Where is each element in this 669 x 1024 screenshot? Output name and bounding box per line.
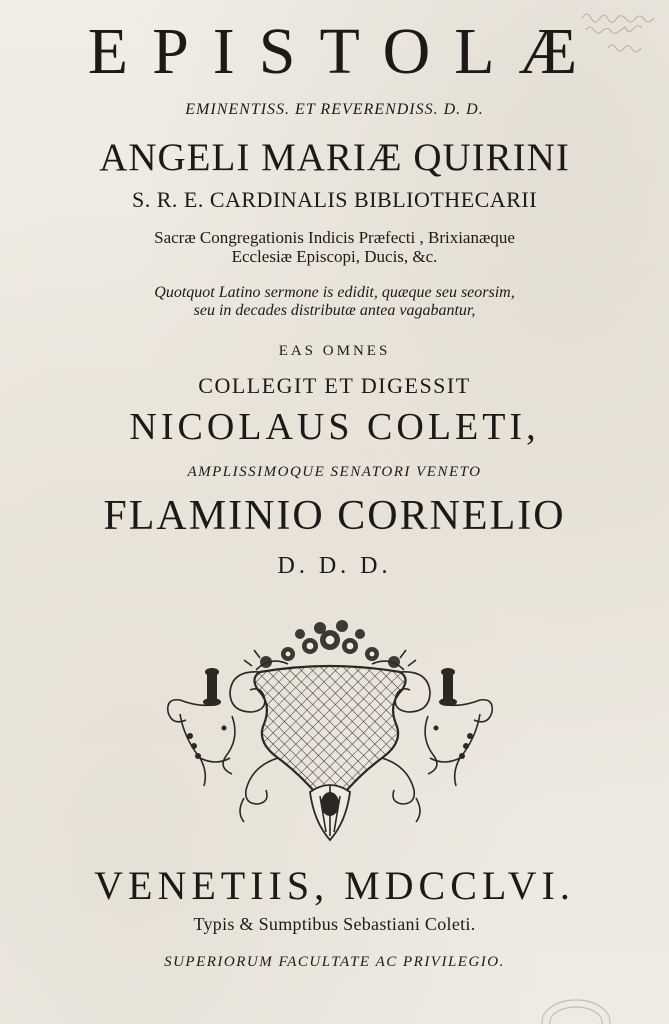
imprint-place-date: VENETIIS, MDCCLVI.: [94, 863, 575, 908]
main-title: EPISTOLÆ: [87, 15, 602, 88]
library-stamp-icon: [536, 988, 616, 1024]
offices-line-2: Ecclesiæ Episcopi, Ducis, &c.: [231, 247, 438, 266]
offices-line-1: Sacræ Congregationis Indicis Præfecti , Brixianæque: [154, 228, 515, 247]
collegit-line: COLLEGIT ET DIGESSIT: [198, 373, 471, 398]
privilege-line: SUPERIORUM FACULTATE AC PRIVILEGIO.: [164, 954, 505, 970]
floral-cartouche-icon: [160, 608, 500, 848]
description-line-1: Quotquot Latino sermone is edidit, quæque seu seorsim,: [154, 284, 515, 301]
cardinal-title: S. R. E. CARDINALIS BIBLIOTHECARII: [131, 187, 538, 212]
eas-omnes-line: EAS OMNES: [278, 343, 391, 359]
dedication-line: AMPLISSIMOQUE SENATORI VENETO: [187, 464, 482, 480]
printer-line: Typis & Sumptibus Sebastiani Coleti.: [193, 914, 476, 934]
editor-name: NICOLAUS COLETI,: [129, 406, 540, 448]
ddd-line: D. D. D.: [277, 553, 392, 579]
author-name: ANGELI MARIÆ QUIRINI: [99, 136, 570, 179]
dedicatee-name: FLAMINIO CORNELIO: [103, 493, 566, 539]
honorific-line: EMINENTISS. ET REVERENDISS. D. D.: [185, 101, 484, 118]
description-line-2: seu in decades distributæ antea vagabantur,: [193, 302, 476, 319]
